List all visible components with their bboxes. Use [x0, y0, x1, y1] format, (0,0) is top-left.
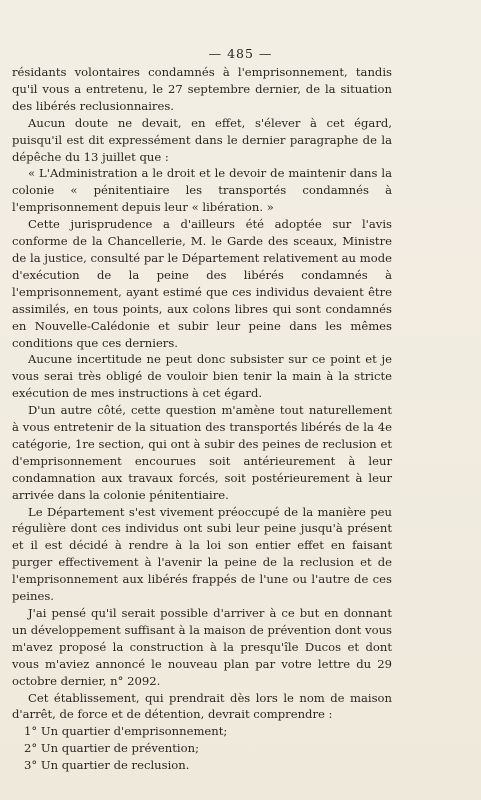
- list-item: 1° Un quartier d'emprisonnement;: [24, 724, 228, 739]
- list-item: 2° Un quartier de prévention;: [24, 741, 199, 756]
- paragraph: Cette jurisprudence a d'ailleurs été adoptée sur l'avis conforme de la Chancellerie, M. le Garde des sceaux, Ministre de la justice, consulté par le Département relativement au mode d'exécution de la peine des libérés condamnés à l'emprisonnement, ayant estimé que ces individus devaient être assimilés, en tous points, aux colons libres qui sont condamnés en Nouvelle-Calédonie et subir leur peine dans les mêmes conditions que ces derniers.: [12, 217, 392, 350]
- paragraph: J'ai pensé qu'il serait possible d'arriver à ce but en donnant un développement suffisant à la maison de prévention dont vous m'avez proposé la construction à la presqu'île Ducos et dont vous m'aviez annoncé le nouveau plan par votre lettre du 29 octobre dernier, n° 2092.: [12, 606, 392, 688]
- paragraph: Cet établissement, qui prendrait dès lors le nom de maison d'arrêt, de force et de détention, devrait comprendre :: [12, 690, 392, 722]
- list-item: 3° Un quartier de reclusion.: [24, 758, 190, 773]
- body-text: [12, 64, 392, 774]
- paragraph: résidants volontaires condamnés à l'emprisonnement, tandis qu'il vous a entretenu, le 27 septembre dernier, de la situation des libérés reclusionnaires.: [12, 65, 392, 113]
- paragraph: Aucun doute ne devait, en effet, s'élever à cet égard, puisqu'il est dit expressément dans le dernier paragraphe de la dépêche du 13 juillet que :: [12, 115, 392, 164]
- page-number: — 485 —: [208, 46, 273, 61]
- paragraph: Le Département s'est vivement préoccupé de la manière peu régulière dont ces individus ont subi leur peine jusqu'à présent et il est décidé à rendre à la loi son entier effet en faisant purger effectivement à l'avenir la peine de la reclusion et de l'emprisonnement aux libérés frappés de l'une ou l'autre de ces peines.: [12, 504, 392, 604]
- quotation: « L'Administration a le droit et le devoir de maintenir dans la colonie « pénitentiaire les transportés condamnés à l'emprisonnement depuis leur « libération. »: [12, 166, 392, 215]
- paragraph: D'un autre côté, cette question m'amène tout naturellement à vous entretenir de la situation des transportés libérés de la 4e catégorie, 1re section, qui ont à subir des peines de reclusion et d'emprisonnement encourues soit antérieurement à leur condamnation aux travaux forcés, soit postérieurement à leur arrivée dans la colonie pénitentiaire.: [12, 403, 392, 502]
- paragraph: Aucune incertitude ne peut donc subsister sur ce point et je vous serai très obligé de vouloir bien tenir la main à la stricte exécution de mes instructions à cet égard.: [12, 352, 392, 401]
